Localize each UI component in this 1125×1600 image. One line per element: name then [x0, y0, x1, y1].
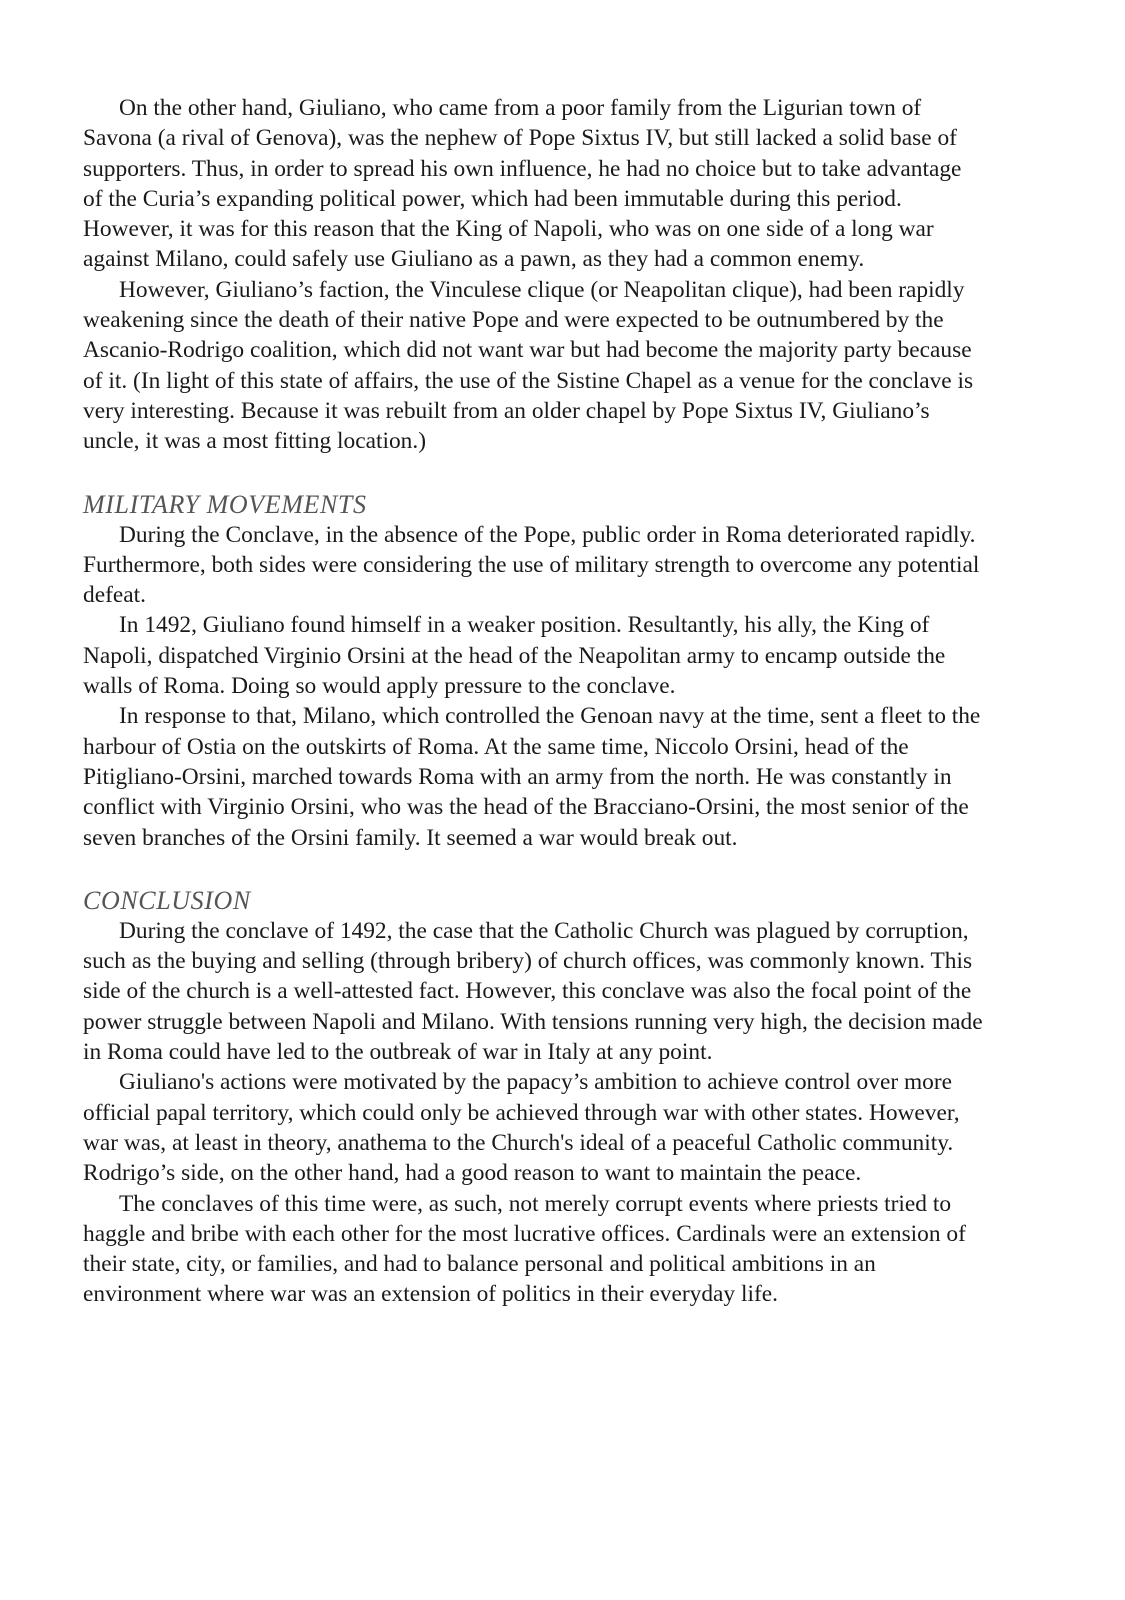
body-paragraph: On the other hand, Giuliano, who came from a poor family from the Ligurian town of Savona (a rival of Genova), was the nephew of Pope Sixtus IV, but still lacked a solid base of supporters. Thus, in order to spread his own influence, he had no choice but to take advantage of the Curia’s expanding political power, which had been immutable during this period. However, it was for this reason that the King of Napoli, who was on one side of a long war against Milano, could safely use Giuliano as a pawn, as they had a common enemy. [83, 95, 962, 273]
body-paragraph: However, Giuliano’s faction, the Vinculese clique (or Neapolitan clique), had been rapidly weakening since the death of their native Pope and were expected to be outnumbered by the Ascanio-Rodrigo coalition, which did not want war but had become the majority party because of it. (In light of this state of affairs, the use of the Sistine Chapel as a venue for the conclave is very interesting. Because it was rebuilt from an older chapel by Pope Sixtus IV, Giuliano’s uncle, it was a most fitting location.) [83, 276, 974, 455]
section-heading-conclusion: CONCLUSION [83, 885, 251, 915]
body-paragraph: During the Conclave, in the absence of the Pope, public order in Roma deteriorated rapidly. Furthermore, both sides were considering the use of military strength to overcome any potential defeat. [83, 521, 980, 609]
section-spacer [83, 457, 983, 490]
section-heading-military-movements: MILITARY MOVEMENTS [83, 489, 367, 519]
body-paragraph: During the conclave of 1492, the case that the Catholic Church was plagued by corruption, such as the buying and selling (through bribery) of church offices, was commonly known. This side of the church is a well-attested fact. However, this conclave was also the focal point of the power struggle between Napoli and Milano. With tensions running very high, the decision made in Roma could have led to the outbreak of war in Italy at any point. [83, 917, 983, 1066]
body-paragraph: In response to that, Milano, which controlled the Genoan navy at the time, sent a fleet to the harbour of Ostia on the outskirts of Roma. At the same time, Niccolo Orsini, head of the Pitigliano-Orsini, marched towards Roma with an army from the north. He was constantly in conflict with Virginio Orsini, who was the head of the Bracciano-Orsini, the most senior of the seven branches of the Orsini family. It seemed a war would break out. [83, 703, 981, 851]
body-paragraph: In 1492, Giuliano found himself in a weaker position. Resultantly, his ally, the King of Napoli, dispatched Virginio Orsini at the head of the Neapolitan army to encamp outside the walls of Roma. Doing so would apply pressure to the conclave. [83, 612, 946, 700]
section-spacer [83, 853, 983, 886]
body-paragraph: The conclaves of this time were, as such, not merely corrupt events where priests tried to haggle and bribe with each other for the most lucrative offices. Cardinals were an extension of their state, city, or families, and had to balance personal and political ambitions in an environment where war was an extension of politics in their everyday life. [83, 1190, 966, 1308]
document-page [83, 93, 983, 1310]
body-paragraph: Giuliano's actions were motivated by the papacy’s ambition to achieve control over more official papal territory, which could only be achieved through war with other states. However, war was, at least in theory, anathema to the Church's ideal of a peaceful Catholic community. Rodrigo’s side, on the other hand, had a good reason to want to maintain the peace. [83, 1069, 960, 1187]
